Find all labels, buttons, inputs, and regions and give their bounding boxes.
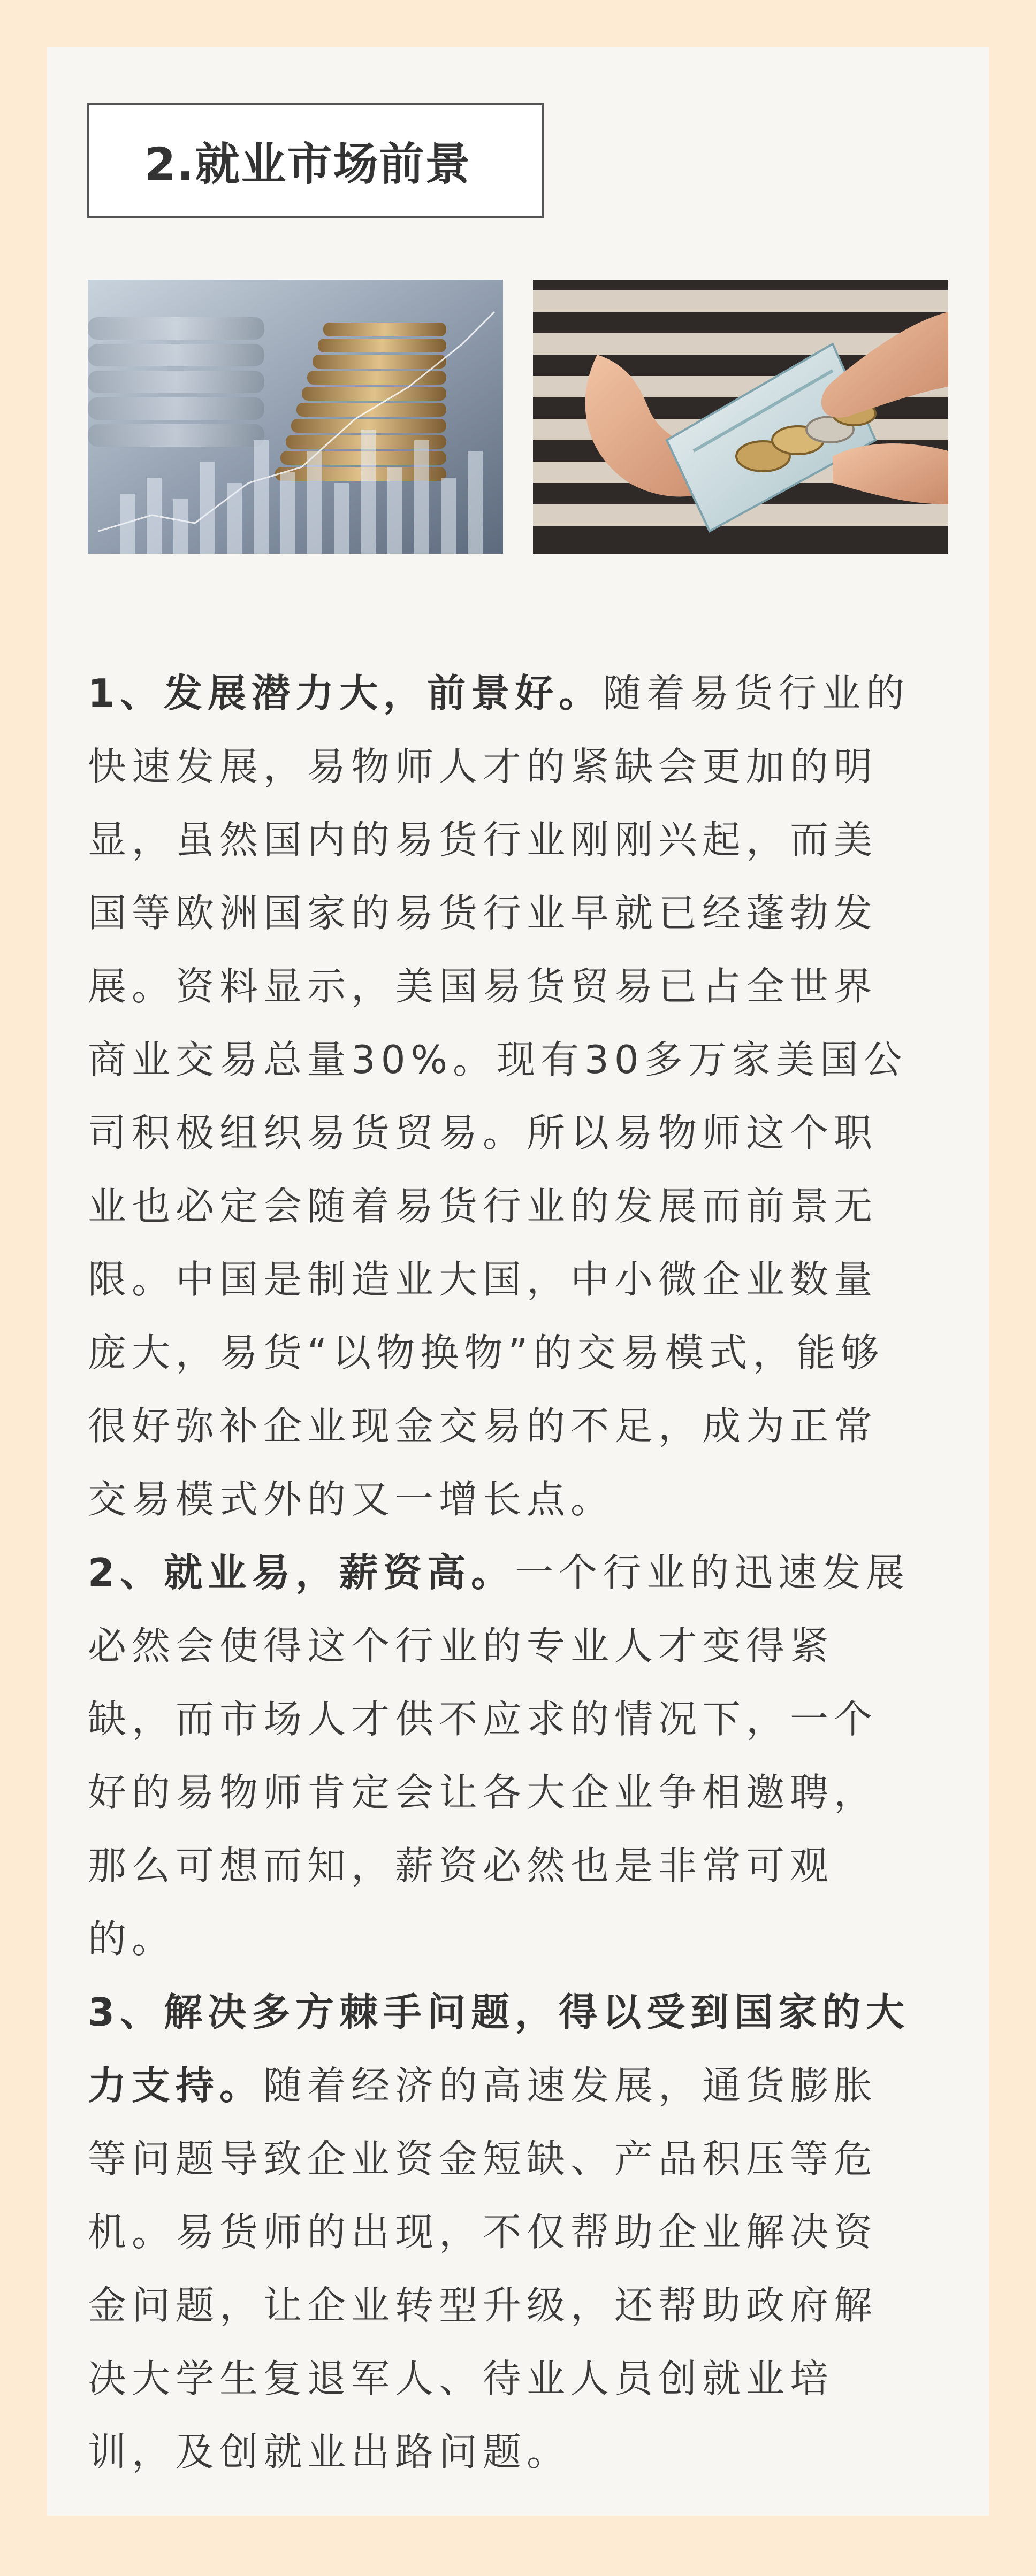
paragraph-1-line-1: [88, 657, 955, 730]
paragraph-3-line-2: [88, 2049, 955, 2122]
text-line: 司积极组织易货贸易。所以易物师这个职: [88, 1110, 878, 1155]
section-heading: 2.就业市场前景: [144, 137, 471, 190]
text-line: 机。易货师的出现，不仅帮助企业解决资: [88, 2210, 878, 2255]
paragraph-2-first-rest: 一个行业的迅速发展: [515, 1550, 910, 1595]
paragraph-3-lead-line-2: 力支持。: [88, 2063, 264, 2108]
text-line: 展。资料显示，美国易货贸易已占全世界: [88, 964, 878, 1009]
text-line: 缺，而市场人才供不应求的情况下，一个: [88, 1697, 878, 1742]
text-line: 必然会使得这个行业的专业人才变得紧: [88, 1623, 834, 1668]
text-line: 显，虽然国内的易货行业刚刚兴起，而美: [88, 817, 878, 862]
paragraph-2-line-1: [88, 1536, 955, 1609]
content-card: [47, 47, 989, 2516]
paragraph-1: [88, 657, 955, 1536]
paragraph-2: [88, 1536, 955, 1976]
text-line: 的。: [88, 1916, 176, 1961]
coin-stacks-photo: [88, 280, 503, 554]
text-line: 好的易物师肯定会让各大企业争相邀聘，: [88, 1770, 878, 1815]
text-line: 国等欧洲国家的易货行业早就已经蓬勃发: [88, 891, 878, 936]
text-line: 决大学生复退军人、待业人员创就业培: [88, 2356, 834, 2401]
paragraph-1-first-rest: 随着易货行业的: [603, 671, 910, 716]
text-line: 很好弥补企业现金交易的不足，成为正常: [88, 1404, 878, 1448]
paragraph-3: [88, 1976, 955, 2489]
text-line: 业也必定会随着易货行业的发展而前景无: [88, 1184, 878, 1229]
text-line: 那么可想而知，薪资必然也是非常可观: [88, 1843, 834, 1888]
paragraph-1-lead: 1、发展潜力大，前景好。: [88, 671, 603, 716]
text-line: 训，及创就业出路问题。: [88, 2429, 571, 2474]
coin-stacks-photo-graphic: [88, 280, 503, 554]
article-body: [88, 657, 955, 2489]
paragraph-2-lead: 2、就业易，薪资高。: [88, 1550, 515, 1595]
paragraph-3-second-rest: 随着经济的高速发展，通货膨胀: [263, 2063, 878, 2108]
text-line: 交易模式外的又一增长点。: [88, 1477, 615, 1522]
text-line: 快速发展，易物师人才的紧缺会更加的明: [88, 744, 878, 789]
section-heading-box: [87, 103, 544, 218]
cash-and-coins-photo: [533, 280, 948, 554]
text-line: 限。中国是制造业大国，中小微企业数量: [88, 1257, 878, 1302]
paragraph-3-lead-line-1: 3、解决多方棘手问题，得以受到国家的大: [88, 1990, 910, 2035]
cash-and-coins-photo-graphic: [533, 280, 948, 554]
text-line: 庞大，易货“以物换物”的交易模式，能够: [88, 1330, 885, 1375]
text-line: 等问题导致企业资金短缺、产品积压等危: [88, 2136, 878, 2181]
text-line: 金问题，让企业转型升级，还帮助政府解: [88, 2283, 878, 2328]
text-line: 商业交易总量30%。现有30多万家美国公: [88, 1037, 908, 1082]
